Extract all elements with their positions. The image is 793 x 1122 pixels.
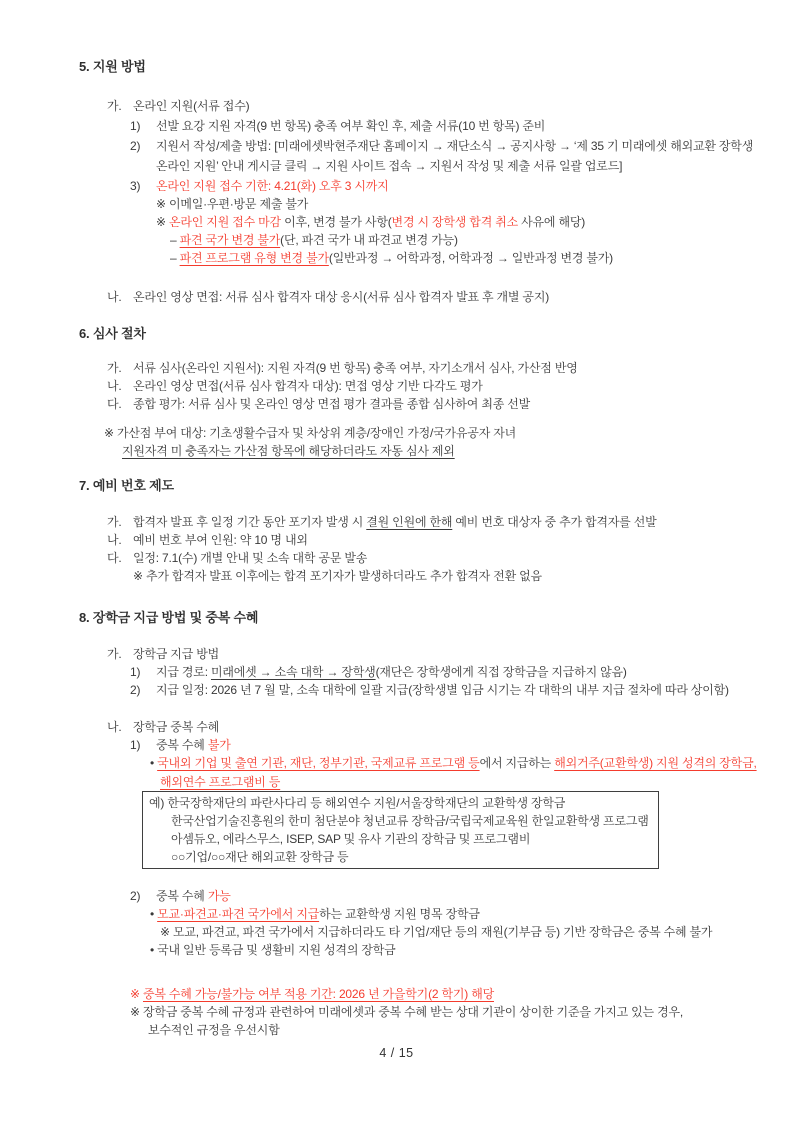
list-label: 1) xyxy=(130,665,141,679)
text-segment: 장학금 지급 방법 xyxy=(133,647,220,661)
text-segment: 8. 장학금 지급 방법 및 중복 수혜 xyxy=(79,610,259,625)
doc-line xyxy=(148,1021,793,1039)
doc-line xyxy=(107,513,793,531)
text-segment: 6. 심사 절차 xyxy=(79,326,146,341)
text-segment: 예비 번호 부여 인원: 약 10 명 내외 xyxy=(133,533,308,547)
text-segment: 지원서 작성/제출 방법: [미래에셋박현주재단 홈페이지 → 재단소식 → 공지사항 → ‘제 35 기 미래에셋 해외교환 장학생 xyxy=(156,139,754,153)
doc-line xyxy=(150,941,793,959)
text-segment: 해외거주(교환학생) 지원 성격의 장학금, xyxy=(554,756,757,770)
list-label: 나. xyxy=(107,290,122,304)
section-title xyxy=(79,477,793,495)
text-segment: 종합 평가: 서류 심사 및 온라인 영상 면접 평가 결과를 종합 심사하여 최종 선발 xyxy=(133,397,531,411)
section-8 xyxy=(0,609,793,1039)
doc-line xyxy=(107,377,793,395)
section-6 xyxy=(0,325,793,460)
doc-line xyxy=(107,718,793,736)
text-segment: 해외연수 프로그램비 등 xyxy=(160,775,281,789)
text-segment: (단, 파견 국가 내 파견교 변경 가능) xyxy=(280,233,458,247)
text-segment: • xyxy=(150,756,158,770)
doc-line xyxy=(107,645,793,663)
text-segment: 중복 수혜 xyxy=(156,738,208,752)
text-segment: – xyxy=(170,251,180,265)
doc-line xyxy=(156,157,793,175)
example-box-line: 예) 한국장학재단의 파란사다리 등 해외연수 지원/서울장학재단의 교환학생 장학금 xyxy=(149,796,566,810)
text-segment: 온라인 영상 면접(서류 심사 합격자 대상): 면접 영상 기반 다각도 평가 xyxy=(133,379,483,393)
text-segment: 에서 지급하는 xyxy=(479,756,555,770)
doc-line xyxy=(130,736,793,754)
doc-line xyxy=(170,249,793,267)
text-segment: ※ xyxy=(130,987,143,1001)
text-segment: 불가 xyxy=(207,738,231,752)
doc-line xyxy=(130,137,793,155)
list-label: 1) xyxy=(130,738,141,752)
text-segment: ※ 이메일·우편·방문 제출 불가 xyxy=(156,197,309,211)
text-segment: 하는 교환학생 지원 명목 장학금 xyxy=(319,907,480,921)
text-segment: 파견 프로그램 유형 변경 불가 xyxy=(179,251,329,265)
text-segment: ※ xyxy=(156,215,169,229)
text-segment: 중복 수혜 가능/불가능 여부 적용 기간: 2026 년 가을학기(2 학기) 해당 xyxy=(143,987,494,1001)
list-label: 1) xyxy=(130,119,141,133)
list-label: 나. xyxy=(107,533,122,547)
doc-line xyxy=(104,424,793,442)
doc-line xyxy=(122,442,793,460)
page-number: 4 / 15 xyxy=(379,1046,414,1060)
doc-line xyxy=(133,567,793,585)
example-box xyxy=(142,791,659,869)
text-segment: 지원자격 미 충족자는 가산점 항목에 해당하더라도 자동 심사 제외 xyxy=(122,444,455,458)
text-segment: ※ 모교, 파견교, 파견 국가에서 지급하더라도 타 기업/재단 등의 재원(기부금 등) 기반 장학금은 중복 수혜 불가 xyxy=(160,925,713,939)
text-segment: (일반과정 → 어학과정, 어학과정 → 일반과정 변경 불가) xyxy=(328,251,613,265)
doc-line xyxy=(150,905,793,923)
example-box-line: ○○기업/○○재단 해외교환 장학금 등 xyxy=(171,850,349,864)
list-label: 2) xyxy=(130,889,141,903)
doc-line xyxy=(107,359,793,377)
doc-line xyxy=(130,1003,793,1021)
text-segment: 파견 국가 변경 불가 xyxy=(179,233,281,247)
doc-line xyxy=(130,663,793,681)
text-segment: 5. 지원 방법 xyxy=(79,59,146,74)
text-segment: (재단은 장학생에게 직접 장학금을 지급하지 않음) xyxy=(375,665,627,679)
text-segment: 합격자 발표 후 일정 기간 동안 포기자 발생 시 xyxy=(133,515,367,529)
text-segment: 미래에셋 → 소속 대학 → 장학생 xyxy=(210,665,376,679)
list-label: 3) xyxy=(130,179,141,193)
doc-line xyxy=(156,195,793,213)
list-label: 나. xyxy=(107,720,122,734)
doc-line xyxy=(107,531,793,549)
list-label: 2) xyxy=(130,683,141,697)
doc-line xyxy=(160,773,793,791)
text-segment: 변경 시 장학생 합격 취소 xyxy=(391,215,519,229)
list-label: 가. xyxy=(107,361,122,375)
section-title xyxy=(79,58,793,76)
list-label: 가. xyxy=(107,99,122,113)
text-segment: 가능 xyxy=(207,889,231,903)
doc-line xyxy=(107,549,793,567)
doc-line xyxy=(170,231,793,249)
text-segment: 국내외 기업 및 출연 기관, 재단, 정부기관, 국제교류 프로그램 등 xyxy=(157,756,480,770)
list-label: 가. xyxy=(107,647,122,661)
text-segment: 서류 심사(온라인 지원서): 지원 자격(9 번 항목) 충족 여부, 자기소개서 심사, 가산점 반영 xyxy=(133,361,578,375)
text-segment: 지급 경로: xyxy=(156,665,211,679)
section-title xyxy=(79,325,793,343)
text-segment: 온라인 지원 접수 마감 xyxy=(169,215,281,229)
text-segment: ※ 추가 합격자 발표 이후에는 합격 포기자가 발생하더라도 추가 합격자 전환 없음 xyxy=(133,569,542,583)
list-label: 다. xyxy=(107,551,122,565)
doc-line xyxy=(107,97,793,115)
list-label: 가. xyxy=(107,515,122,529)
list-label: 2) xyxy=(130,139,141,153)
text-segment: 온라인 지원(서류 접수) xyxy=(133,99,250,113)
text-segment: 7. 예비 번호 제도 xyxy=(79,478,174,493)
text-segment: 선발 요강 지원 자격(9 번 항목) 충족 여부 확인 후, 제출 서류(10 번 항목) 준비 xyxy=(156,119,546,133)
example-box-line: 한국산업기술진흥원의 한미 첨단분야 청년교류 장학금/국립국제교육원 한일교환학생 프로그램 xyxy=(171,814,649,828)
doc-line xyxy=(130,985,793,1003)
doc-line xyxy=(130,177,793,195)
text-segment: 예비 번호 대상자 중 추가 합격자를 선발 xyxy=(452,515,657,529)
doc-line xyxy=(156,213,793,231)
list-label: 나. xyxy=(107,379,122,393)
text-segment: – xyxy=(170,233,180,247)
doc-line xyxy=(150,754,793,772)
example-box-line: 아셈듀오, 에라스무스, ISEP, SAP 및 유사 기관의 장학금 및 프로그램비 xyxy=(171,832,531,846)
text-segment: 온라인 지원 접수 기한: 4.21(화) 오후 3 시까지 xyxy=(156,179,389,193)
text-segment: 결원 인원에 한해 xyxy=(366,515,453,529)
text-segment: 온라인 지원’ 안내 게시글 클릭 → 지원 사이트 접속 → 지원서 작성 및 제출 서류 일괄 업로드] xyxy=(156,159,623,173)
text-segment: 온라인 영상 면접: 서류 심사 합격자 대상 응시(서류 심사 합격자 발표 후 개별 공지) xyxy=(133,290,550,304)
text-segment: 일정: 7.1(수) 개별 안내 및 소속 대학 공문 발송 xyxy=(133,551,368,565)
doc-line xyxy=(130,681,793,699)
section-5 xyxy=(0,58,793,306)
section-title xyxy=(79,609,793,627)
text-segment: ※ 가산점 부여 대상: 기초생활수급자 및 차상위 계층/장애인 가정/국가유공자 자녀 xyxy=(104,426,517,440)
text-segment: 중복 수혜 xyxy=(156,889,208,903)
text-segment: • 국내 일반 등록금 및 생활비 지원 성격의 장학금 xyxy=(150,943,396,957)
doc-line xyxy=(160,923,793,941)
text-segment: 모교·파견교·파견 국가에서 지급 xyxy=(157,907,320,921)
text-segment: 장학금 중복 수혜 xyxy=(133,720,220,734)
doc-line xyxy=(130,887,793,905)
text-segment: 사유에 해당) xyxy=(518,215,586,229)
text-segment: 지급 일정: 2026 년 7 월 말, 소속 대학에 일괄 지급(장학생별 입금 시기는 각 대학의 내부 지급 절차에 따라 상이함) xyxy=(156,683,729,697)
doc-line xyxy=(107,288,793,306)
section-7 xyxy=(0,477,793,585)
text-segment: ※ 장학금 중복 수혜 규정과 관련하여 미래에셋과 중복 수혜 받는 상대 기관이 상이한 기준을 가지고 있는 경우, xyxy=(130,1005,683,1019)
text-segment: 보수적인 규정을 우선시함 xyxy=(148,1023,280,1037)
text-segment: • xyxy=(150,907,158,921)
list-label: 다. xyxy=(107,397,122,411)
doc-line xyxy=(107,395,793,413)
text-segment: 이후, 변경 불가 사항( xyxy=(280,215,392,229)
doc-line xyxy=(130,117,793,135)
